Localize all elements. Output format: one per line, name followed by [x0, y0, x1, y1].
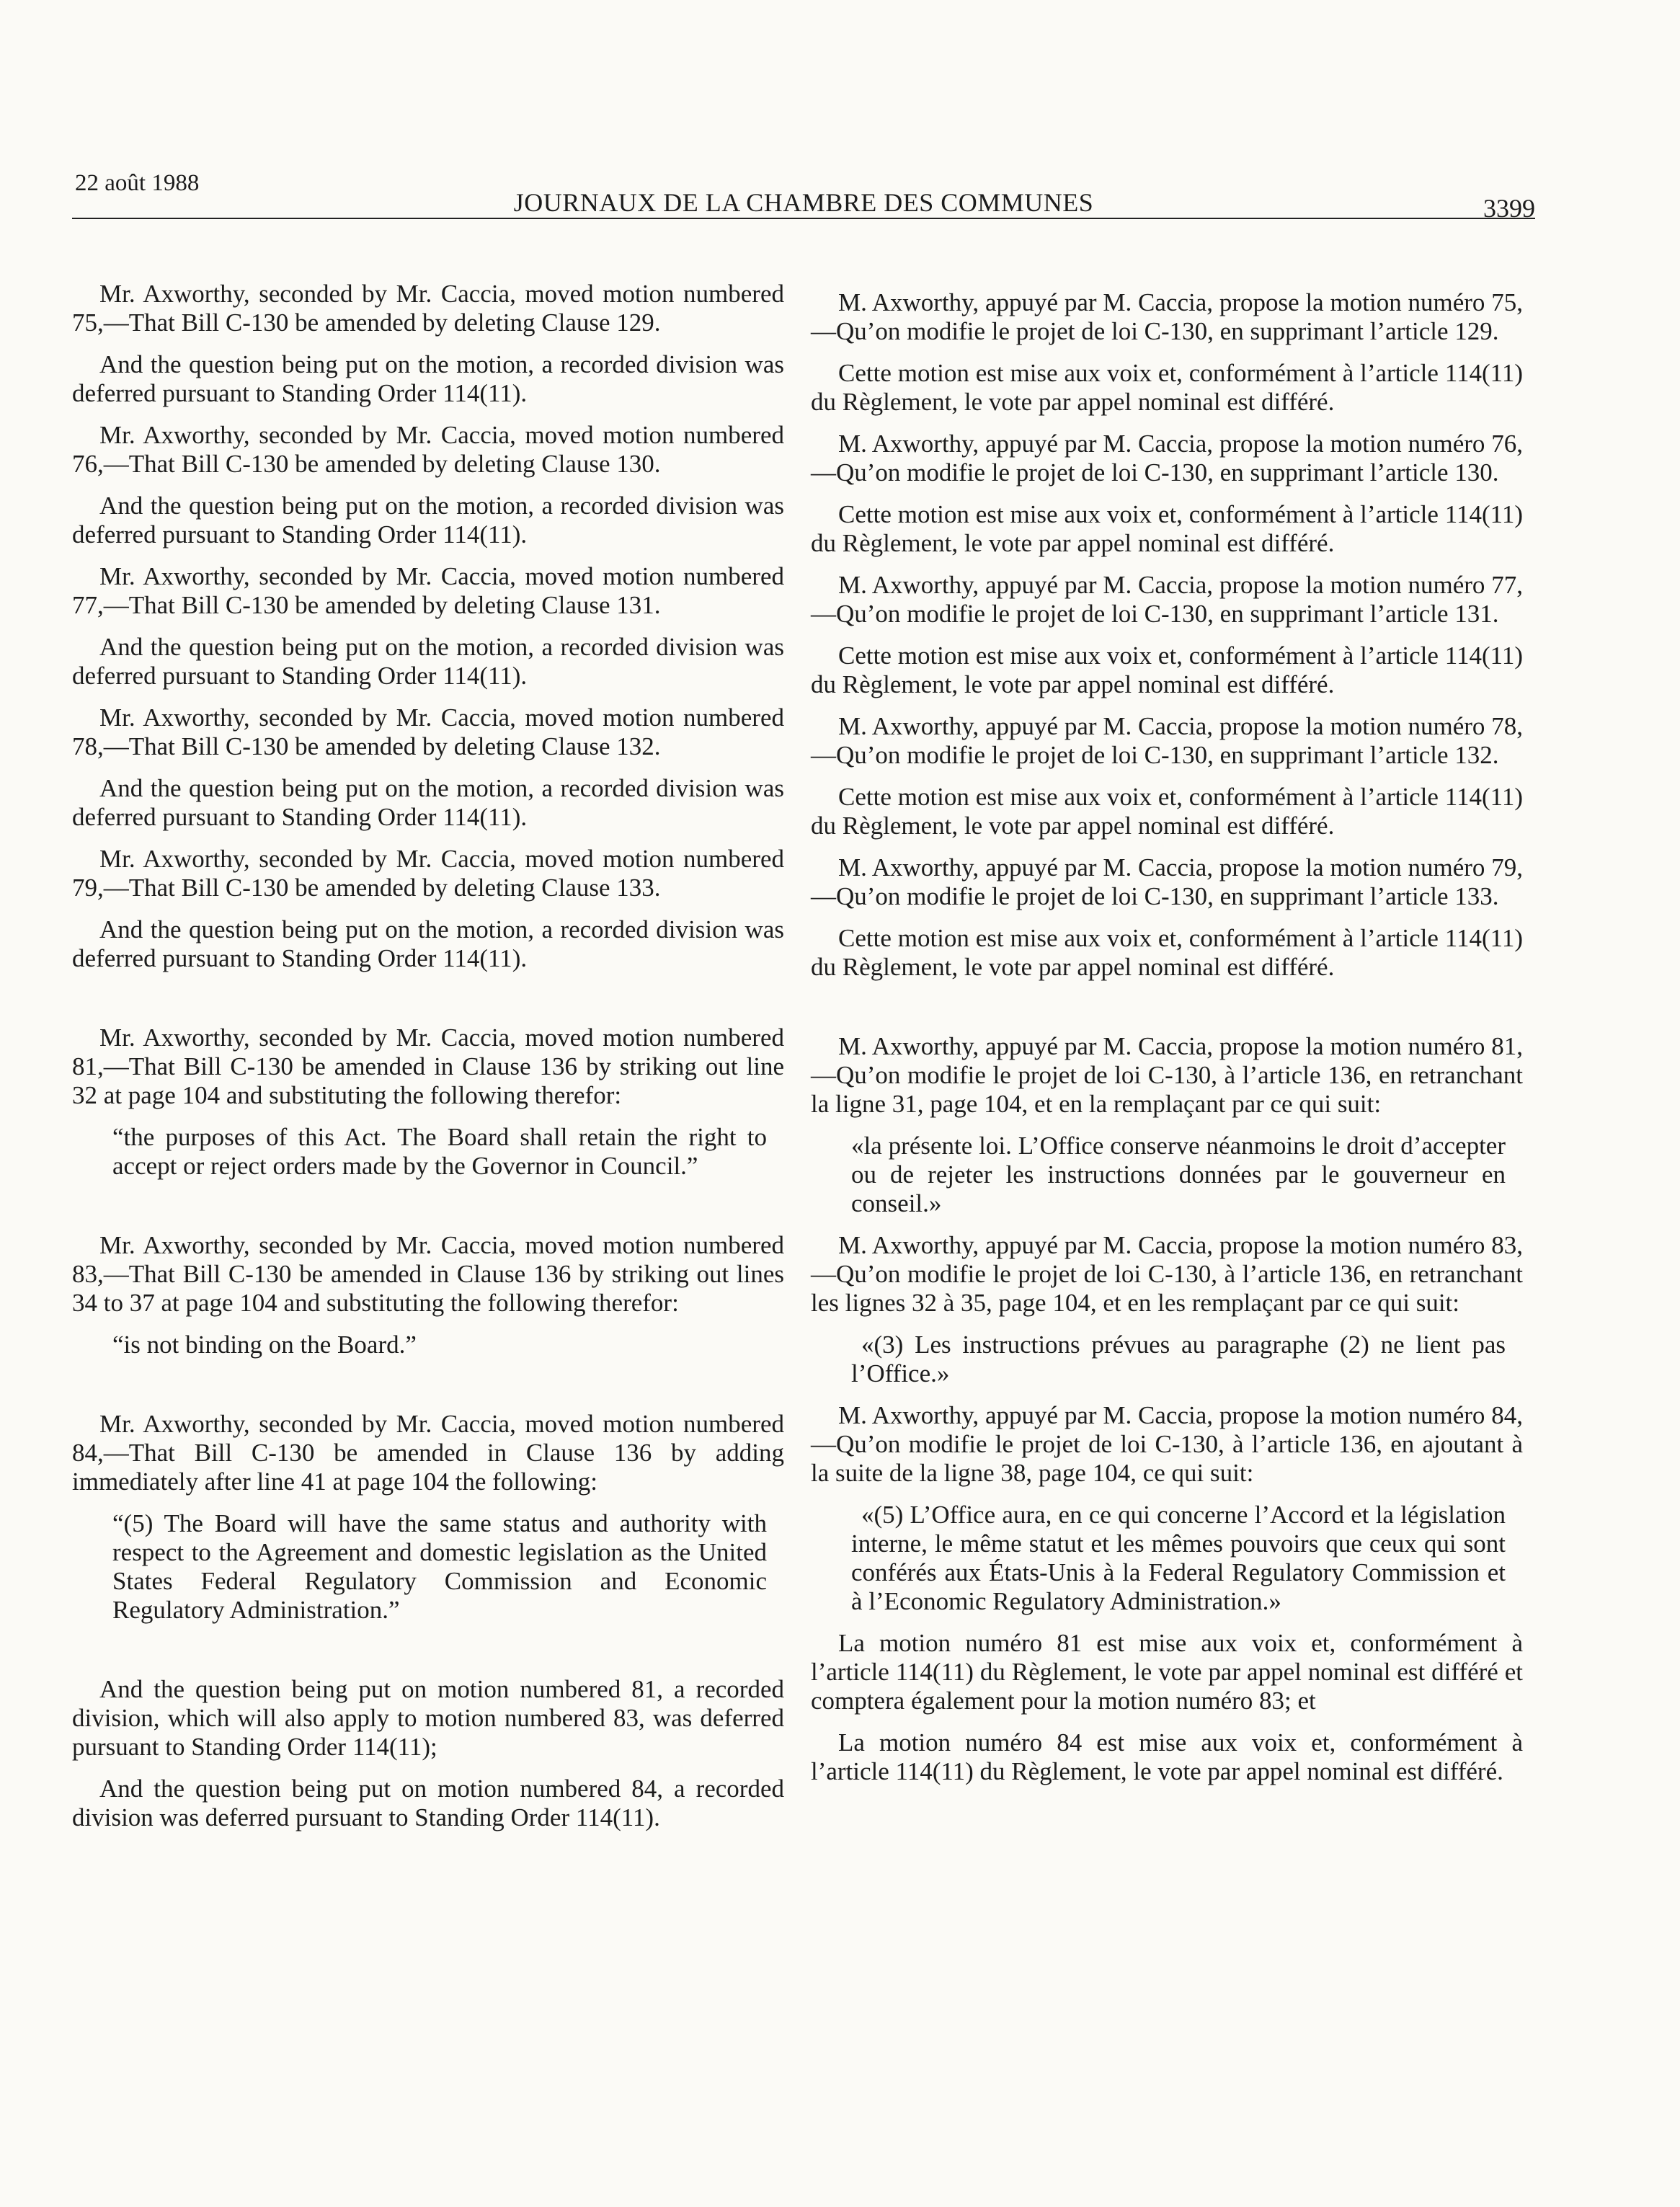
- motion-79-fr: M. Axworthy, appuyé par M. Caccia, propose la motion numéro 79,—Qu’on modifie le projet de loi C-130, en supprimant l’article 133.: [811, 853, 1523, 910]
- deferral-79: And the question being put on the motion, a recorded division was deferred pursuant to Standing Order 114(11).: [72, 915, 784, 972]
- deferral-77: And the question being put on the motion, a recorded division was deferred pursuant to Standing Order 114(11).: [72, 633, 784, 690]
- quote-81-fr: «la présente loi. L’Office conserve néanmoins le droit d’accepter ou de rejeter les instructions données par le gouverneur en conseil.»: [851, 1132, 1506, 1217]
- quote-83: “is not binding on the Board.”: [112, 1331, 417, 1359]
- deferral-78-fr: Cette motion est mise aux voix et, conformément à l’article 114(11) du Règlement, le vote par appel nominal est différé.: [811, 783, 1523, 840]
- motion-76-fr: M. Axworthy, appuyé par M. Caccia, propose la motion numéro 76,—Qu’on modifie le projet de loi C-130, en supprimant l’article 130.: [811, 430, 1523, 487]
- french-column: [811, 288, 1523, 1799]
- motion-83-fr: M. Axworthy, appuyé par M. Caccia, propose la motion numéro 83,—Qu’on modifie le projet de loi C-130, à l’article 136, en retranchant les lignes 32 à 35, page 104, et en les remplaçant par ce qui suit:: [811, 1231, 1523, 1317]
- deferral-76-fr: Cette motion est mise aux voix et, conformément à l’article 114(11) du Règlement, le vote par appel nominal est différé.: [811, 500, 1523, 557]
- motion-78: Mr. Axworthy, seconded by Mr. Caccia, moved motion numbered 78,—That Bill C-130 be amended by deleting Clause 132.: [72, 703, 784, 760]
- deferral-77-fr: Cette motion est mise aux voix et, conformément à l’article 114(11) du Règlement, le vote par appel nominal est différé.: [811, 641, 1523, 698]
- motion-78-fr: M. Axworthy, appuyé par M. Caccia, propose la motion numéro 78,—Qu’on modifie le projet de loi C-130, en supprimant l’article 132.: [811, 712, 1523, 769]
- motion-84: Mr. Axworthy, seconded by Mr. Caccia, moved motion numbered 84,—That Bill C-130 be amended in Clause 136 by adding immediately after line 41 at page 104 the following:: [72, 1410, 784, 1496]
- deferral-75-fr: Cette motion est mise aux voix et, conformément à l’article 114(11) du Règlement, le vote par appel nominal est différé.: [811, 359, 1523, 416]
- motion-75: Mr. Axworthy, seconded by Mr. Caccia, moved motion numbered 75,—That Bill C-130 be amended by deleting Clause 129.: [72, 280, 784, 337]
- deferral-81-83: And the question being put on motion numbered 81, a recorded division, which will also apply to motion numbered 83, was deferred pursuant to Standing Order 114(11);: [72, 1675, 784, 1761]
- page-header: [72, 170, 1535, 223]
- deferral-78: And the question being put on the motion, a recorded division was deferred pursuant to Standing Order 114(11).: [72, 774, 784, 831]
- deferral-84: And the question being put on motion numbered 84, a recorded division was deferred pursuant to Standing Order 114(11).: [72, 1775, 784, 1831]
- motion-81-fr: M. Axworthy, appuyé par M. Caccia, propose la motion numéro 81,—Qu’on modifie le projet de loi C-130, à l’article 136, en retranchant la ligne 31, page 104, et en la remplaçant par ce qui suit:: [811, 1032, 1523, 1118]
- quote-84-fr: «(5) L’Office aura, en ce qui concerne l’Accord et la législation interne, le même statut et les mêmes pouvoirs que ceux qui sont conférés aux États-Unis à la Federal Regulatory Commission et à l’Economic Regulatory Administration.»: [851, 1501, 1506, 1615]
- quote-84: “(5) The Board will have the same status and authority with respect to the Agreement and domestic legislation as the United States Federal Regulatory Commission and Economic Regulatory Administration.”: [112, 1509, 767, 1624]
- header-date: 22 août 1988: [75, 170, 200, 196]
- english-column: [72, 280, 784, 1845]
- page-number: 3399: [1483, 194, 1535, 223]
- motion-81: Mr. Axworthy, seconded by Mr. Caccia, moved motion numbered 81,—That Bill C-130 be amended in Clause 136 by striking out line 32 at page 104 and substituting the following therefor:: [72, 1023, 784, 1109]
- motion-83: Mr. Axworthy, seconded by Mr. Caccia, moved motion numbered 83,—That Bill C-130 be amended in Clause 136 by striking out lines 34 to 37 at page 104 and substituting the following therefor:: [72, 1231, 784, 1317]
- deferral-84-fr: La motion numéro 84 est mise aux voix et, conformément à l’article 114(11) du Règlement, le vote par appel nominal est différé.: [811, 1728, 1523, 1785]
- motion-76: Mr. Axworthy, seconded by Mr. Caccia, moved motion numbered 76,—That Bill C-130 be amended by deleting Clause 130.: [72, 421, 784, 478]
- deferral-76: And the question being put on the motion, a recorded division was deferred pursuant to Standing Order 114(11).: [72, 492, 784, 549]
- deferral-75: And the question being put on the motion, a recorded division was deferred pursuant to Standing Order 114(11).: [72, 350, 784, 407]
- journal-title: JOURNAUX DE LA CHAMBRE DES COMMUNES: [513, 188, 1094, 217]
- motion-77-fr: M. Axworthy, appuyé par M. Caccia, propose la motion numéro 77,—Qu’on modifie le projet de loi C-130, en supprimant l’article 131.: [811, 571, 1523, 628]
- deferral-79-fr: Cette motion est mise aux voix et, conformément à l’article 114(11) du Règlement, le vote par appel nominal est différé.: [811, 924, 1523, 981]
- deferral-81-83-fr: La motion numéro 81 est mise aux voix et, conformément à l’article 114(11) du Règlement, le vote par appel nominal est différé et comptera également pour la motion numéro 83; et: [811, 1629, 1523, 1715]
- motion-84-fr: M. Axworthy, appuyé par M. Caccia, propose la motion numéro 84,—Qu’on modifie le projet de loi C-130, à l’article 136, en ajoutant à la suite de la ligne 38, page 104, ce qui suit:: [811, 1401, 1523, 1487]
- motion-79: Mr. Axworthy, seconded by Mr. Caccia, moved motion numbered 79,—That Bill C-130 be amended by deleting Clause 133.: [72, 845, 784, 902]
- quote-83-fr: «(3) Les instructions prévues au paragraphe (2) ne lient pas l’Office.»: [851, 1331, 1506, 1387]
- motion-77: Mr. Axworthy, seconded by Mr. Caccia, moved motion numbered 77,—That Bill C-130 be amended by deleting Clause 131.: [72, 562, 784, 619]
- quote-81: “the purposes of this Act. The Board shall retain the right to accept or reject orders made by the Governor in Council.”: [112, 1123, 767, 1180]
- motion-75-fr: M. Axworthy, appuyé par M. Caccia, propose la motion numéro 75,—Qu’on modifie le projet de loi C-130, en supprimant l’article 129.: [811, 288, 1523, 345]
